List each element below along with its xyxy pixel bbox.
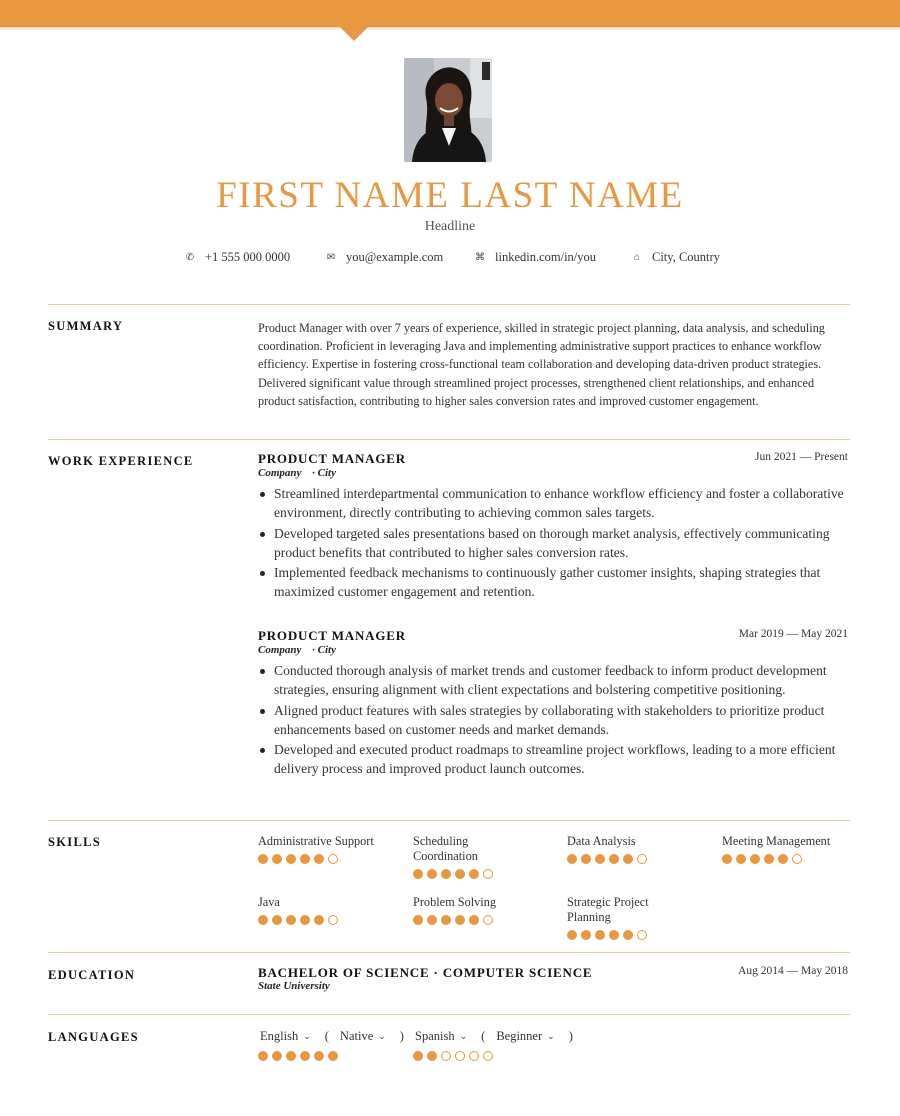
section-title-summary: SUMMARY (48, 319, 124, 333)
language-rating (413, 1051, 579, 1061)
job-company-line (258, 644, 336, 656)
rating-dot-filled (272, 1051, 282, 1061)
link-icon: ⌘ (475, 252, 485, 263)
rating-dot-filled (258, 915, 268, 925)
rating-dot-filled (300, 915, 310, 925)
job-company: Company (258, 644, 302, 656)
section-title-skills: SKILLS (48, 835, 101, 849)
language-item (260, 1029, 410, 1061)
skill-rating (258, 854, 398, 864)
contact-email[interactable] (324, 250, 443, 265)
paren-open: ( (324, 1029, 329, 1043)
rating-dot-filled (764, 854, 774, 864)
rating-dot-filled (609, 930, 619, 940)
skill-item[interactable] (258, 834, 398, 864)
job-title[interactable]: PRODUCT MANAGER (258, 628, 406, 643)
rating-dot-filled (413, 869, 423, 879)
headline: Headline (424, 219, 476, 234)
contact-location[interactable] (630, 250, 720, 265)
language-item (415, 1029, 579, 1061)
skill-name: Scheduling Coordination (413, 834, 478, 863)
job-dates: Mar 2019 — May 2021 (738, 628, 848, 640)
contact-phone[interactable] (183, 250, 290, 265)
job-title[interactable]: PRODUCT MANAGER (258, 451, 406, 466)
skill-rating (413, 869, 523, 879)
rating-dot-filled (469, 915, 479, 925)
rating-dot-filled (567, 854, 577, 864)
chevron-down-icon[interactable]: ⌄ (378, 1031, 386, 1041)
language-name-select[interactable]: English (260, 1029, 299, 1043)
contact-row (0, 250, 900, 270)
full-name: FIRST NAME LAST NAME (216, 175, 684, 216)
divider (48, 952, 850, 953)
list-item: Conducted thorough analysis of market trends and customer feedback to inform product development strategies, ensuring alignment with client expectations and bolstering competitive positioning. (258, 661, 850, 699)
profile-photo-image (404, 58, 492, 162)
rating-dot-filled (581, 930, 591, 940)
rating-dot-filled (609, 854, 619, 864)
job-company-line (258, 467, 336, 479)
skill-name: Administrative Support (258, 834, 374, 848)
rating-dot-empty (483, 915, 493, 925)
rating-dot-filled (581, 854, 591, 864)
rating-dot-filled (441, 869, 451, 879)
rating-dot-empty (328, 854, 338, 864)
top-bar-notch (340, 27, 368, 41)
rating-dot-filled (778, 854, 788, 864)
job-company: Company (258, 467, 302, 479)
skill-item[interactable] (567, 895, 677, 940)
skill-name: Data Analysis (567, 834, 636, 848)
top-accent-bar (0, 0, 900, 27)
summary-text[interactable]: Product Manager with over 7 years of experience, skilled in strategic project planning, data analysis, and scheduling coordination. Proficient in leveraging Java and implementing administrative support practices to enhance workflow efficiency. Expertise in fostering cross-functional team collaboration and developing data-driven product strategies. Delivered significant value through streamlined project processes, strengthened client relationships, and enhanced product satisfaction, contributing to higher sales conversion rates and improved customer engagement. (258, 321, 825, 408)
education-degree[interactable]: BACHELOR OF SCIENCE · COMPUTER SCIENCE (258, 965, 593, 980)
language-proficiency-select[interactable]: Beginner (496, 1029, 543, 1043)
chevron-down-icon[interactable]: ⌄ (303, 1031, 311, 1041)
skill-item[interactable] (567, 834, 707, 864)
contact-location-text: City, Country (652, 250, 720, 264)
rating-dot-empty (483, 1051, 493, 1061)
paren-open: ( (481, 1029, 486, 1043)
skill-name: Java (258, 895, 280, 909)
education-dates: Aug 2014 — May 2018 (738, 965, 848, 977)
rating-dot-filled (427, 869, 437, 879)
chevron-down-icon[interactable]: ⌄ (459, 1031, 468, 1041)
rating-dot-empty (792, 854, 802, 864)
rating-dot-filled (286, 915, 296, 925)
job-city: · City (312, 644, 336, 656)
top-bar-shadow (0, 27, 900, 30)
contact-email-text: you@example.com (346, 250, 444, 264)
rating-dot-filled (427, 915, 437, 925)
rating-dot-filled (736, 854, 746, 864)
rating-dot-empty (483, 869, 493, 879)
rating-dot-empty (441, 1051, 451, 1061)
section-title-education: EDUCATION (48, 968, 136, 982)
list-item: Developed and executed product roadmaps to streamline project workflows, leading to a more efficient delivery process and improved product launch outcomes. (258, 740, 850, 778)
contact-phone-text: +1 555 000 0000 (205, 250, 291, 264)
section-title-work-experience: WORK EXPERIENCE (48, 454, 194, 468)
skill-item[interactable] (413, 834, 523, 879)
rating-dot-filled (722, 854, 732, 864)
list-item: Streamlined interdepartmental communication to enhance workflow efficiency and foster a collaborative environment, directly contributing to achieving common sales targets. (258, 484, 850, 522)
rating-dot-filled (258, 854, 268, 864)
rating-dot-filled (441, 915, 451, 925)
rating-dot-filled (623, 854, 633, 864)
rating-dot-filled (272, 854, 282, 864)
skill-rating (722, 854, 862, 864)
skill-item[interactable] (258, 895, 398, 925)
phone-icon: ✆ (185, 252, 195, 263)
skill-name: Problem Solving (413, 895, 497, 909)
rating-dot-filled (413, 915, 423, 925)
rating-dot-filled (567, 930, 577, 940)
contact-linkedin[interactable] (473, 250, 596, 265)
rating-dot-filled (328, 1051, 338, 1061)
divider (48, 820, 850, 821)
job-city: · City (312, 467, 336, 479)
home-icon: ⌂ (633, 252, 640, 263)
job-bullets (258, 484, 850, 603)
divider (48, 304, 850, 305)
rating-dot-filled (300, 1051, 310, 1061)
rating-dot-empty (455, 1051, 465, 1061)
divider (48, 439, 850, 440)
rating-dot-empty (328, 915, 338, 925)
section-title-languages: LANGUAGES (48, 1030, 139, 1044)
rating-dot-filled (595, 930, 605, 940)
rating-dot-filled (314, 915, 324, 925)
skill-rating (258, 915, 398, 925)
rating-dot-filled (595, 854, 605, 864)
rating-dot-filled (413, 1051, 423, 1061)
rating-dot-filled (272, 915, 282, 925)
job-dates: Jun 2021 — Present (755, 451, 848, 463)
rating-dot-filled (286, 854, 296, 864)
list-item: Aligned product features with sales strategies by collaborating with stakeholders to prioritize product enhancements based on customer needs and market demands. (258, 701, 850, 739)
contact-linkedin-text: linkedin.com/in/you (495, 250, 597, 264)
rating-dot-filled (455, 869, 465, 879)
skill-rating (567, 930, 677, 940)
education-school: State University (258, 980, 330, 992)
list-item: Implemented feedback mechanisms to continuously gather customer insights, shaping strategies that maximized customer engagement and retention. (258, 563, 850, 601)
skill-rating (413, 915, 553, 925)
language-name-select[interactable]: Spanish (415, 1029, 455, 1043)
rating-dot-empty (637, 930, 647, 940)
rating-dot-filled (750, 854, 760, 864)
paren-close: ) (568, 1029, 573, 1043)
rating-dot-filled (427, 1051, 437, 1061)
language-rating (258, 1051, 410, 1061)
job-bullets (258, 661, 850, 780)
rating-dot-empty (637, 854, 647, 864)
skill-item[interactable] (722, 834, 862, 864)
rating-dot-filled (258, 1051, 268, 1061)
chevron-down-icon[interactable]: ⌄ (547, 1031, 555, 1041)
skill-name: Strategic Project Planning (567, 895, 649, 924)
divider (48, 1014, 850, 1015)
skill-rating (567, 854, 707, 864)
rating-dot-filled (300, 854, 310, 864)
rating-dot-filled (623, 930, 633, 940)
language-proficiency-select[interactable]: Native (339, 1029, 374, 1043)
profile-photo[interactable] (404, 58, 492, 162)
rating-dot-empty (469, 1051, 479, 1061)
list-item: Developed targeted sales presentations based on thorough market analysis, effectively communicating product benefits that contributed to higher sales conversion rates. (258, 524, 850, 562)
rating-dot-filled (286, 1051, 296, 1061)
rating-dot-filled (455, 915, 465, 925)
rating-dot-filled (314, 1051, 324, 1061)
skill-name: Meeting Management (722, 834, 831, 848)
skill-item[interactable] (413, 895, 553, 925)
email-icon: ✉ (326, 252, 336, 263)
paren-close: ) (399, 1029, 404, 1043)
rating-dot-filled (469, 869, 479, 879)
rating-dot-filled (314, 854, 324, 864)
